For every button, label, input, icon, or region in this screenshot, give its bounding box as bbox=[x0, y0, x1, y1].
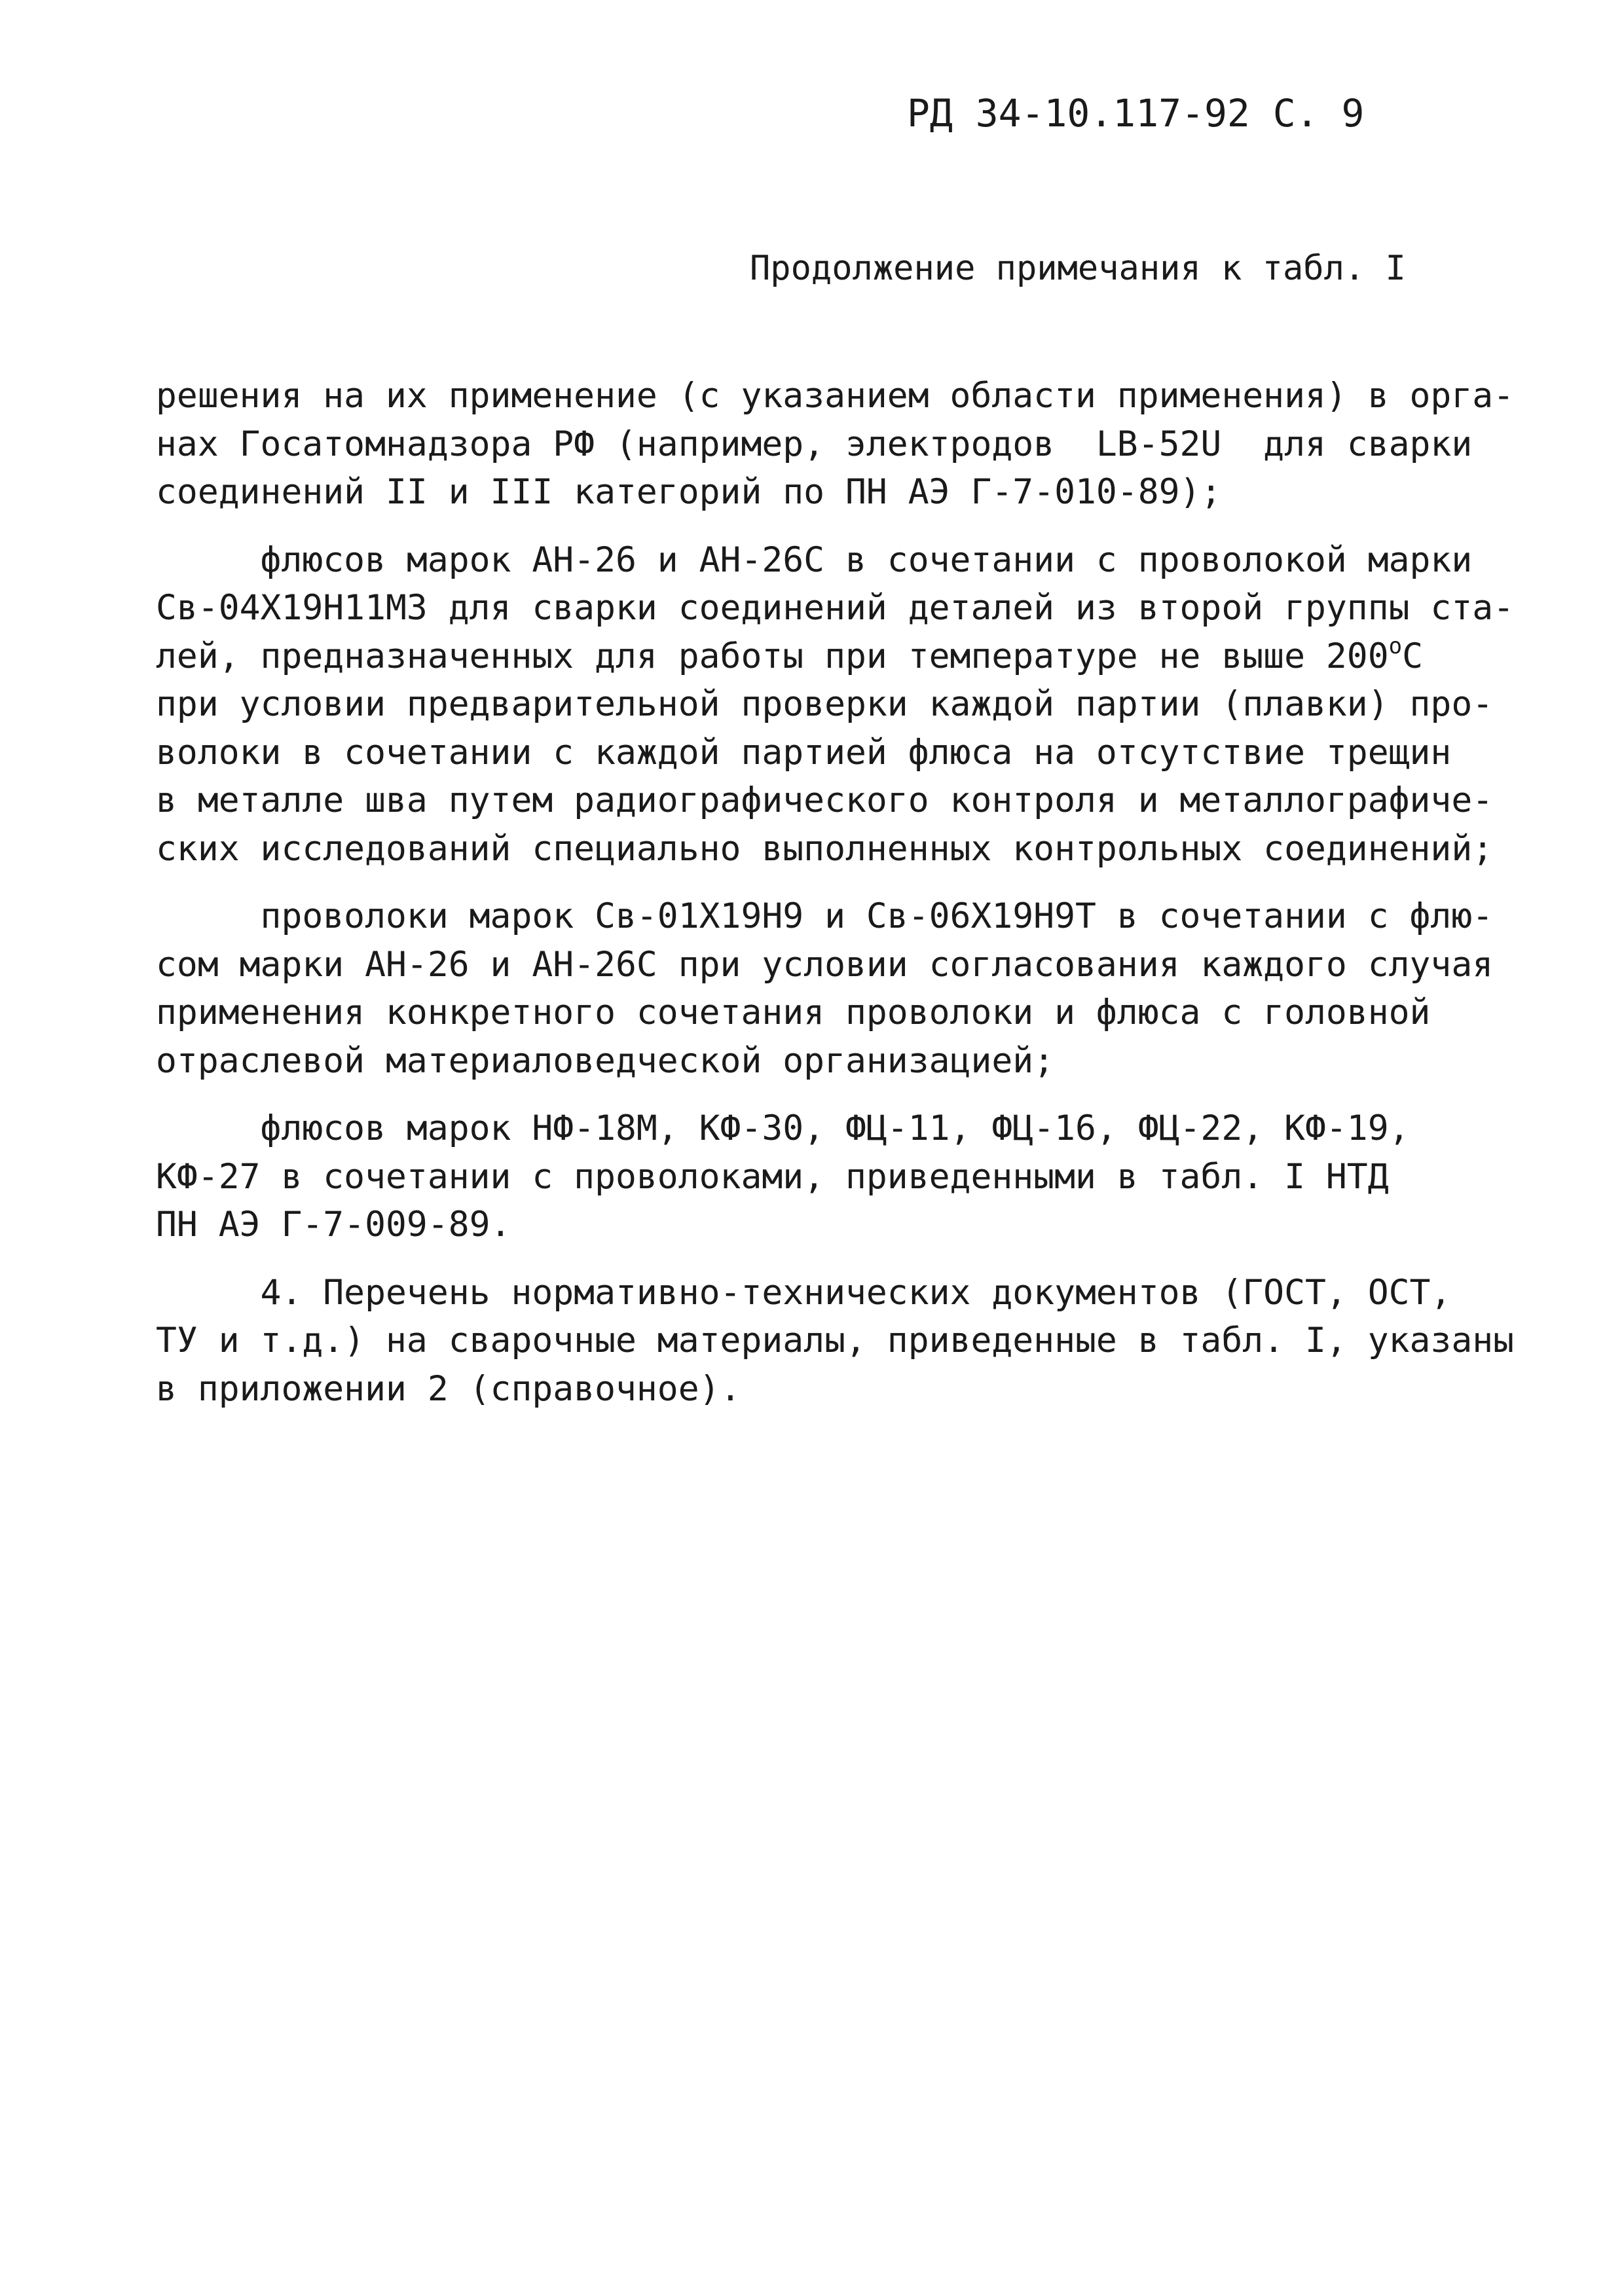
degree-superscript: o bbox=[1388, 632, 1403, 659]
paragraph-4 bbox=[156, 1104, 1505, 1249]
text-line: в приложении 2 (справочное). bbox=[156, 1368, 741, 1409]
text-line: 4. Перечень нормативно-технических документов (ГОСТ, ОСТ, bbox=[156, 1272, 1452, 1313]
text-line: волоки в сочетании с каждой партией флюса на отсутствие трещин bbox=[156, 732, 1452, 773]
text-line: соединений II и III категорий по ПН АЭ Г-7-010-89); bbox=[156, 472, 1222, 512]
text-line: в металле шва путем радиографического контроля и металлографиче- bbox=[156, 780, 1494, 820]
paragraph-1 bbox=[156, 372, 1515, 517]
text-line: ТУ и т.д.) на сварочные материалы, приведенные в табл. I, указаны bbox=[156, 1321, 1515, 1360]
text-segment: лей, предназначенных для работы при температуре не выше 200 bbox=[156, 636, 1389, 676]
paragraph-5 bbox=[156, 1269, 1515, 1413]
text-line: флюсов марок НФ-18М, КФ-30, ФЦ-11, ФЦ-16, ФЦ-22, КФ-19, bbox=[156, 1108, 1410, 1148]
paragraph-3 bbox=[156, 892, 1505, 1085]
text-line: ПН АЭ Г-7-009-89. bbox=[156, 1205, 511, 1245]
text-line: нах Госатомнадзора РФ (например, электродов LB-52U для сварки bbox=[156, 424, 1473, 464]
document-code-header: РД 34-10.117-92 С. 9 bbox=[907, 91, 1365, 136]
text-line: отраслевой материаловедческой организацией; bbox=[156, 1040, 1055, 1081]
paragraph-gap bbox=[156, 1085, 1505, 1104]
text-line: решения на их применение (с указанием области применения) в орга- bbox=[156, 376, 1515, 416]
paragraph-2 bbox=[156, 536, 1515, 873]
text-line: при условии предварительной проверки каждой партии (плавки) про- bbox=[156, 684, 1494, 724]
paragraph-gap bbox=[156, 1249, 1505, 1269]
paragraph-gap bbox=[156, 873, 1505, 892]
text-line: флюсов марок АН-26 и АН-26С в сочетании с проволокой марки bbox=[156, 539, 1473, 580]
paragraph-gap bbox=[156, 517, 1505, 536]
text-line: Св-04Х19Н11М3 для сварки соединений деталей из второй группы ста- bbox=[156, 588, 1515, 628]
document-body bbox=[156, 372, 1515, 1413]
text-line: проволоки марок Св-01Х19Н9 и Св-06Х19Н9Т в сочетании с флю- bbox=[156, 896, 1494, 936]
text-line: применения конкретного сочетания проволоки и флюса с головной bbox=[156, 993, 1431, 1032]
text-line: сом марки АН-26 и АН-26С при условии согласования каждого случая bbox=[156, 944, 1494, 985]
text-line: ских исследований специально выполненных контрольных соединений; bbox=[156, 828, 1494, 869]
text-line-with-temperature bbox=[156, 632, 1505, 681]
degree-unit: C bbox=[1402, 636, 1424, 676]
continuation-note: Продолжение примечания к табл. I bbox=[750, 249, 1406, 288]
text-line: КФ-27 в сочетании с проволоками, приведенными в табл. I НТД bbox=[156, 1156, 1389, 1197]
